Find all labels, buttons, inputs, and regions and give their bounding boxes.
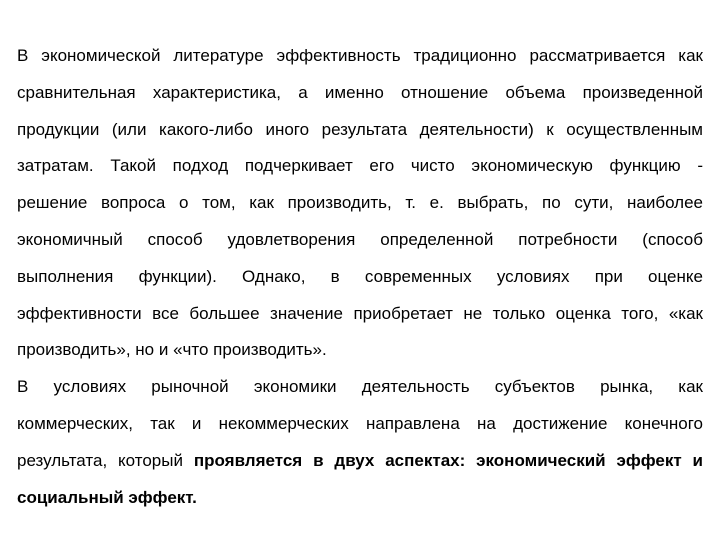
paragraph-1-line-5: решение вопроса о том, как производить, т. е. выбрать, по сути, наиболее bbox=[17, 193, 703, 213]
paragraph-1-line-1: В экономической литературе эффективность традиционно рассматривается как bbox=[17, 46, 703, 65]
paragraph-1-line-6: экономичный способ удовлетворения определенной потребности (способ bbox=[17, 229, 703, 249]
paragraph-1-line-9: производить», но и «что производить». bbox=[17, 340, 327, 360]
paragraph-2-line-3 bbox=[17, 443, 703, 480]
paragraph-1-line-2: сравнительная характеристика, а именно отношение объема произведенной bbox=[17, 82, 703, 102]
text-block bbox=[17, 38, 703, 516]
paragraph-2-line-4: социальный эффект. bbox=[17, 487, 197, 507]
paragraph-2-line-3-prefix: результата, который bbox=[17, 450, 194, 470]
paragraph-1-line-8: эффективности все большее значение приобретает не только оценка того, «как bbox=[17, 303, 703, 323]
paragraph-2-line-3-bold: проявляется в двух аспектах: экономический эффект и bbox=[193, 450, 703, 470]
paragraph-2-line-1: В условиях рыночной экономики деятельность субъектов рынка, как bbox=[17, 377, 703, 397]
paragraph-2-line-2: коммерческих, так и некоммерческих направлена на достижение конечного bbox=[17, 413, 703, 433]
paragraph-1-line-7: выполнения функции). Однако, в современных условиях при оценке bbox=[17, 266, 703, 286]
paragraph-1-line-4: затратам. Такой подход подчеркивает его чисто экономическую функцию - bbox=[17, 156, 703, 176]
paragraph-1-line-3: продукции (или какого-либо иного результата деятельности) к осуществленным bbox=[17, 119, 703, 139]
